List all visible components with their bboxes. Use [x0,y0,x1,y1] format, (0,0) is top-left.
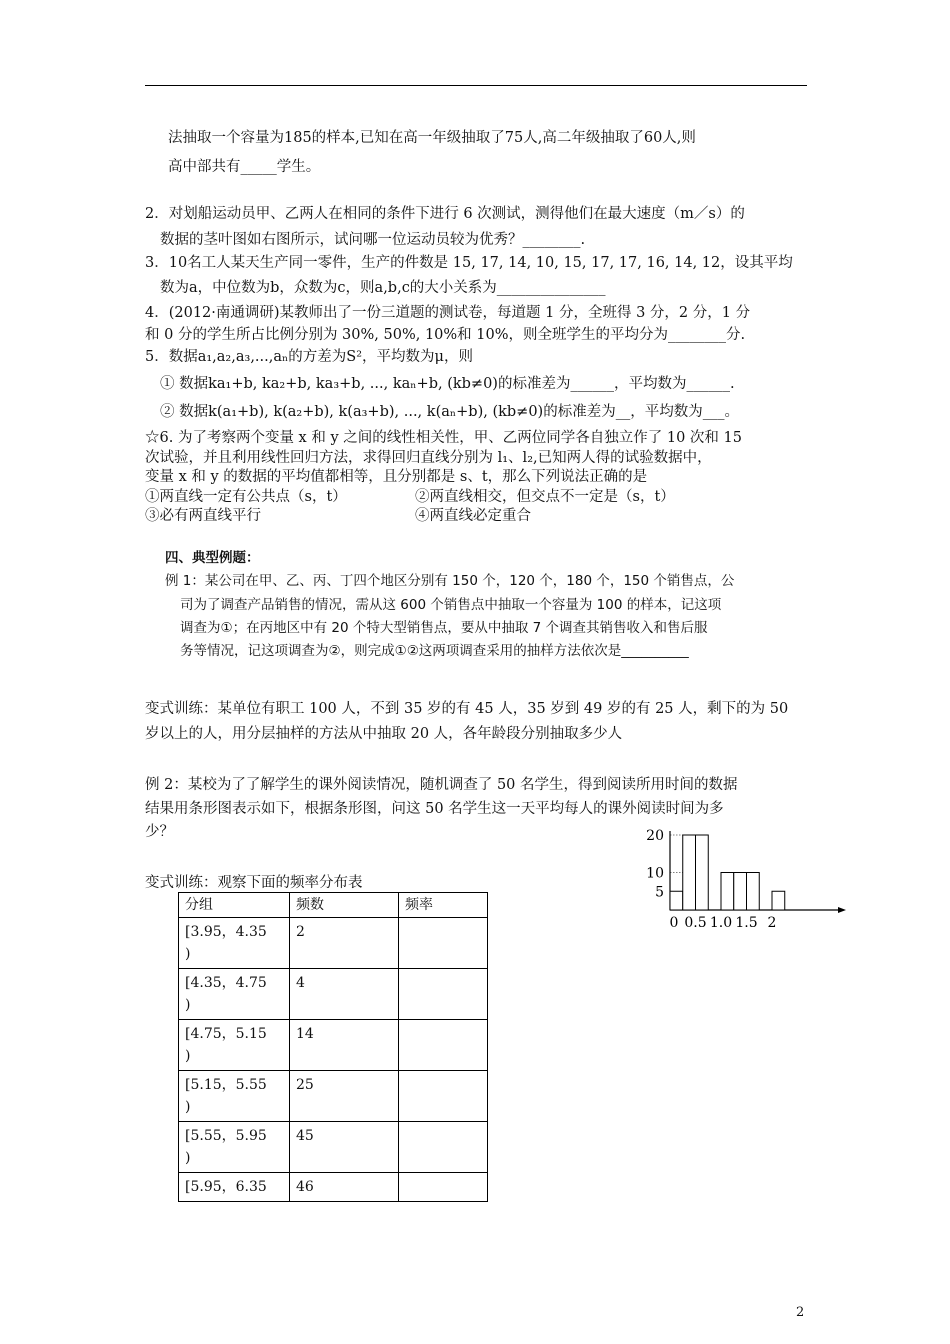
freq-cell [399,918,488,969]
group-text: ) [185,946,191,962]
x-tick-label: 2 [767,915,777,930]
histogram-bar [683,835,696,910]
histogram-bar [772,891,785,910]
freq-cell [399,969,488,1020]
y-tick-label: 10 [646,865,664,882]
table-row [179,1020,488,1071]
example-1-line2: 司为了调查产品销售的情况，需从这 600 个销售点中抽取一个容量为 100 的样本，记这项 [180,597,722,613]
x-tick-label: 1.0 [709,915,733,930]
histogram-bar [696,835,709,910]
count-cell: 14 [290,1020,399,1071]
y-tick-label: 20 [646,828,664,844]
example-1-line1: 例 1：某公司在甲、乙、丙、丁四个地区分别有 150 个，120 个，180 个，150 个销售点，公 [165,573,735,589]
question-5-part1: ① 数据ka₁+b, ka₂+b, ka₃+b, ..., kaₙ+b, (kb≠0)的标准差为______，平均数为______. [160,376,735,392]
table-header-cell: 频率 [399,893,488,918]
group-cell [179,918,290,969]
text-line: 高中部共有_____学生。 [168,159,321,175]
question-2-line1: 2．对划船运动员甲、乙两人在相同的条件下进行 6 次测试，测得他们在最大速度（m／s）的 [145,206,745,222]
reading-time-histogram [640,825,855,930]
freq-cell [399,1122,488,1173]
group-text: [3.95，4.35 [185,924,267,940]
x-tick-label: 1.5 [735,915,758,930]
group-cell [179,969,290,1020]
example-2-line3: 少？ [145,824,174,840]
question-6-line3: 变量 x 和 y 的数据的平均值都相等，且分别都是 s、t，那么下列说法正确的是 [145,469,648,485]
x-tick-label: 0 [669,915,679,930]
group-cell [179,1071,290,1122]
x-tick-label: 0.5 [684,915,707,930]
count-cell: 45 [290,1122,399,1173]
question-4-line2: 和 0 分的学生所占比例分别为 30%, 50%, 10%和 10%，则全班学生的平均分为________分. [145,327,746,343]
table-row [179,918,488,969]
header-rule [145,85,807,86]
variant-1-line2: 岁以上的人，用分层抽样的方法从中抽取 20 人，各年龄段分别抽取多少人 [145,726,623,742]
page-number: 2 [796,1305,805,1320]
count-cell: 46 [290,1173,399,1202]
table-row [179,1122,488,1173]
section-heading: 四、典型例题： [165,550,260,566]
table-row [179,1173,488,1202]
freq-cell [399,1173,488,1202]
freq-cell [399,1020,488,1071]
histogram-bar [670,891,683,910]
table-row [179,1071,488,1122]
group-text: [5.55，5.95 [185,1128,267,1144]
table-header-cell: 分组 [179,893,290,918]
freq-cell [399,1071,488,1122]
table-header-cell: 频数 [290,893,399,918]
question-5-part2: ② 数据k(a₁+b), k(a₂+b), k(a₃+b), ..., k(aₙ+b), (kb≠0)的标准差为__，平均数为___。 [160,404,739,420]
histogram-bar [721,873,734,911]
group-text: ) [185,1048,191,1064]
histogram-bar [734,873,747,911]
question-3-line2: 数为a，中位数为b，众数为c，则a,b,c的大小关系为_______________ [160,280,606,296]
variant-1-line1: 变式训练：某单位有职工 100 人，不到 35 岁的有 45 人，35 岁到 49 岁的有 25 人，剩下的为 50 [145,701,789,717]
count-cell: 25 [290,1071,399,1122]
group-text: [4.35，4.75 [185,975,267,991]
question-6-option-2: ②两直线相交，但交点不一定是（s，t） [415,489,675,505]
example-2-line1: 例 2：某校为了了解学生的课外阅读情况，随机调查了 50 名学生，得到阅读所用时间的数据 [145,777,738,793]
example-2-line2: 结果用条形图表示如下，根据条形图，问这 50 名学生这一天平均每人的课外阅读时间为多 [145,801,724,817]
example-1-line3: 调查为①；在丙地区中有 20 个特大型销售点，要从中抽取 7 个调查其销售收入和售后服 [180,620,708,636]
y-tick-label: 5 [655,884,664,901]
group-cell [179,1122,290,1173]
question-6-option-1: ①两直线一定有公共点（s，t） [145,489,347,505]
group-cell [179,1020,290,1071]
group-cell [179,1173,290,1202]
question-5-stem: 5．数据a₁,a₂,a₃,...,aₙ的方差为S²，平均数为μ，则 [145,349,473,365]
group-text: ) [185,1099,191,1115]
group-text: [4.75，5.15 [185,1026,267,1042]
question-6-option-4: ④两直线必定重合 [415,508,531,524]
question-6-line1: ☆6. 为了考察两个变量 x 和 y 之间的线性相关性，甲、乙两位同学各自独立作了 10 次和 15 [145,430,742,446]
frequency-table [178,892,488,1202]
question-4-line1: 4．(2012·南通调研)某教师出了一份三道题的测试卷，每道题 1 分，全班得 3 分，2 分，1 分 [145,305,751,321]
group-text: ) [185,1150,191,1166]
question-2-line2: 数据的茎叶图如右图所示，试问哪一位运动员较为优秀？________. [160,232,586,248]
question-3-line1: 3．10名工人某天生产同一零件，生产的件数是 15, 17, 14, 10, 15, 17, 17, 16, 14, 12，设其平均 [145,255,793,271]
histogram-bar [747,873,760,911]
text-line: 法抽取一个容量为185的样本,已知在高一年级抽取了75人,高二年级抽取了60人,则 [168,130,696,146]
count-cell: 2 [290,918,399,969]
count-cell: 4 [290,969,399,1020]
variant-2-caption: 变式训练：观察下面的频率分布表 [145,875,363,891]
table-row [179,969,488,1020]
question-6-line2: 次试验，并且利用线性回归方法，求得回归直线分别为 l₁、l₂,已知两人得的试验数据中， [145,450,712,466]
x-axis-arrow [838,907,846,913]
table-header-row [179,893,488,918]
group-text: [5.15，5.55 [185,1077,267,1093]
group-text: [5.95，6.35 [185,1179,267,1195]
example-1-line4: 务等情况，记这项调查为②，则完成①②这两项调查采用的抽样方法依次是__________ [180,643,689,659]
question-6-option-3: ③必有两直线平行 [145,508,261,524]
group-text: ) [185,997,191,1013]
